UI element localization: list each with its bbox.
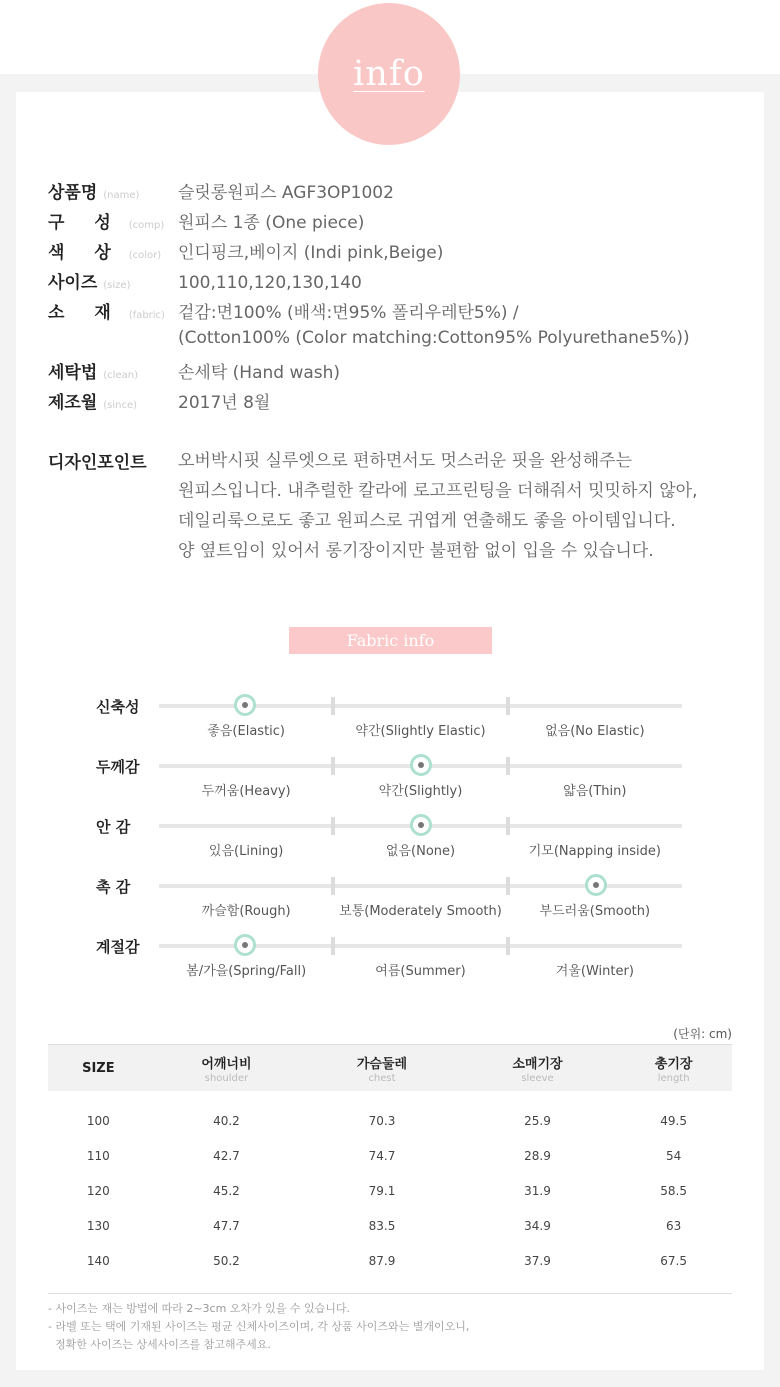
spec-key-en: (color) <box>128 250 162 261</box>
size-table-cell: 50.2 <box>213 1253 240 1268</box>
size-table-header-en: chest <box>368 1072 396 1084</box>
spec-key <box>48 178 178 203</box>
fabric-info-title: Fabric info <box>289 627 492 654</box>
size-table-cell: 70.3 <box>368 1113 396 1128</box>
size-table-cell: 34.9 <box>524 1218 551 1233</box>
spec-value: 손세탁 (Hand wash) <box>178 363 341 383</box>
fabric-scale-tick <box>506 817 510 835</box>
size-table-cell: 87.9 <box>368 1253 396 1268</box>
fabric-option: 보통(Moderately Smooth) <box>339 904 502 919</box>
size-table-cell: 110 <box>86 1148 110 1163</box>
size-table-body <box>48 1091 732 1278</box>
spec-key-ko: 세탁법 <box>48 363 98 383</box>
fabric-scale-line <box>159 764 682 768</box>
size-table-row <box>48 1091 732 1138</box>
size-table-cell: 31.9 <box>524 1183 551 1198</box>
size-table-cell: 130 <box>86 1218 110 1233</box>
fabric-row <box>0 698 780 764</box>
info-badge-text: info <box>353 54 425 94</box>
size-table-cell: 79.1 <box>368 1183 396 1198</box>
spec-key-en: (fabric) <box>128 310 165 321</box>
fabric-option: 기모(Napping inside) <box>528 844 661 859</box>
fabric-row <box>0 878 780 944</box>
size-table-cell: 49.5 <box>660 1113 687 1128</box>
fabric-scale-line <box>159 824 682 828</box>
fabric-option: 까슬함(Rough) <box>201 904 291 919</box>
size-table-header-cell: 총기장 length <box>615 1045 732 1092</box>
fabric-option: 좋음(Elastic) <box>207 724 285 739</box>
design-point-line: 데일리룩으로도 좋고 원피스로 귀엽게 연출해도 좋을 아이템입니다. <box>178 511 676 531</box>
fabric-scale-tick <box>331 757 335 775</box>
fabric-option: 없음(No Elastic) <box>545 724 645 739</box>
spec-row <box>48 178 748 208</box>
spec-key-ko: 구 성 <box>48 213 123 233</box>
spec-value: (Cotton100% (Color matching:Cotton95% Polyurethane5%)) <box>178 328 690 348</box>
spec-key-en: (name) <box>103 190 140 201</box>
spec-value: 겉감:면100% (배색:면95% 폴리우레탄5%) / <box>178 303 519 323</box>
fabric-option: 봄/가을(Spring/Fall) <box>186 964 307 979</box>
size-unit: (단위: cm) <box>673 1027 732 1041</box>
size-table-cell: 67.5 <box>660 1253 687 1268</box>
spec-row <box>48 358 748 388</box>
spec-key <box>48 388 178 413</box>
spec-row <box>48 208 748 238</box>
size-table-cell: 37.9 <box>524 1253 551 1268</box>
fabric-scale-tick <box>506 697 510 715</box>
design-point-line: 원피스입니다. 내추럴한 칼라에 로고프린팅을 더해줘서 밋밋하지 않아, <box>178 481 698 501</box>
fabric-option: 약간(Slightly) <box>378 784 463 799</box>
size-table-cell: 45.2 <box>213 1183 240 1198</box>
design-point-label: 디자인포인트 <box>48 453 147 473</box>
size-table-cell: 58.5 <box>660 1183 687 1198</box>
size-table-header-cell: 가슴둘레 chest <box>304 1045 460 1092</box>
size-table-cell: 25.9 <box>524 1113 551 1128</box>
size-table-cell: 28.9 <box>524 1148 551 1163</box>
fabric-scale-tick <box>331 817 335 835</box>
fabric-row-label: 촉 감 <box>96 878 131 896</box>
spec-key-en: (clean) <box>103 370 138 381</box>
spec-row <box>48 388 748 418</box>
spec-value: 인디핑크,베이지 (Indi pink,Beige) <box>178 243 444 263</box>
fabric-selected-knob <box>234 934 256 956</box>
spec-row <box>48 268 748 298</box>
size-note: - 사이즈는 재는 방법에 따라 2~3cm 오차가 있을 수 있습니다. <box>48 1302 351 1315</box>
spec-key-ko: 색 상 <box>48 243 123 263</box>
spec-key <box>48 208 178 233</box>
size-table-cell: 74.7 <box>368 1148 396 1163</box>
spec-key <box>48 358 178 383</box>
fabric-row <box>0 938 780 1004</box>
spec-key-ko: 제조월 <box>48 393 98 413</box>
design-point <box>48 448 748 568</box>
size-table-cell: 120 <box>86 1183 110 1198</box>
size-table-header-en: sleeve <box>521 1072 554 1084</box>
size-table-header <box>48 1045 732 1092</box>
spec-key-ko: 사이즈 <box>48 273 98 293</box>
size-table-cell: 140 <box>86 1253 110 1268</box>
fabric-scale-line <box>159 884 682 888</box>
spec-list <box>48 178 748 418</box>
fabric-scale-tick <box>506 757 510 775</box>
spec-key-en: (since) <box>103 400 138 411</box>
fabric-option: 여름(Summer) <box>375 964 466 979</box>
size-table <box>48 1044 732 1278</box>
fabric-row-label: 계절감 <box>96 938 140 956</box>
fabric-row <box>0 758 780 824</box>
spec-key <box>48 268 178 293</box>
size-table-cell: 47.7 <box>213 1218 240 1233</box>
spec-key-ko: 상품명 <box>48 183 98 203</box>
size-note: 정확한 사이즈는 상세사이즈를 참고해주세요. <box>48 1338 271 1351</box>
size-table-cell: 40.2 <box>213 1113 240 1128</box>
fabric-option: 겨울(Winter) <box>555 964 634 979</box>
spec-value: 100,110,120,130,140 <box>178 273 362 293</box>
fabric-option: 없음(None) <box>385 844 456 859</box>
fabric-selected-knob <box>410 754 432 776</box>
fabric-row-label: 안 감 <box>96 818 131 836</box>
fabric-scale-tick <box>506 937 510 955</box>
size-table-cell: 100 <box>86 1113 110 1128</box>
spec-key-en: (size) <box>103 280 131 291</box>
size-table-header-en: length <box>657 1072 690 1084</box>
spec-value: 2017년 8월 <box>178 393 271 413</box>
fabric-scale-line <box>159 704 682 708</box>
fabric-selected-knob <box>410 814 432 836</box>
design-point-text <box>178 448 697 568</box>
fabric-scale-tick <box>331 877 335 895</box>
spec-row <box>48 298 748 328</box>
size-table-cell: 63 <box>665 1218 682 1233</box>
spec-value: 슬릿롱원피스 AGF3OP1002 <box>178 183 394 203</box>
size-table-cell: 54 <box>665 1148 682 1163</box>
fabric-row-label: 두께감 <box>96 758 140 776</box>
fabric-scale-tick <box>331 937 335 955</box>
size-table-cell: 42.7 <box>213 1148 240 1163</box>
fabric-selected-knob <box>585 874 607 896</box>
design-point-line: 오버박시핏 실루엣으로 편하면서도 멋스러운 핏을 완성해주는 <box>178 451 632 471</box>
size-table-header-cell: 소매기장 sleeve <box>460 1045 616 1092</box>
fabric-row-label: 신축성 <box>96 698 140 716</box>
fabric-selected-knob <box>234 694 256 716</box>
size-notes <box>48 1293 732 1354</box>
size-table-cell: 83.5 <box>368 1218 396 1233</box>
spec-key-en: (comp) <box>128 220 165 231</box>
design-point-line: 양 옆트임이 있어서 롱기장이지만 불편함 없이 입을 수 있습니다. <box>178 541 654 561</box>
spec-key-ko: 소 재 <box>48 303 123 323</box>
fabric-scale-tick <box>506 877 510 895</box>
info-badge <box>318 3 460 145</box>
fabric-scale-line <box>159 944 682 948</box>
size-table-row <box>48 1138 732 1173</box>
spec-row <box>48 238 748 268</box>
size-table-row <box>48 1208 732 1243</box>
spec-value: 원피스 1종 (One piece) <box>178 213 365 233</box>
fabric-row <box>0 818 780 884</box>
size-table-header-cell: SIZE <box>82 1060 115 1076</box>
spec-key <box>48 238 178 263</box>
spec-row <box>48 328 748 358</box>
size-table-row <box>48 1173 732 1208</box>
spec-key <box>48 298 178 323</box>
size-table-row <box>48 1243 732 1278</box>
fabric-scale-tick <box>331 697 335 715</box>
fabric-option: 두꺼움(Heavy) <box>201 784 291 799</box>
fabric-option: 부드러움(Smooth) <box>539 904 651 919</box>
fabric-option: 약간(Slightly Elastic) <box>355 724 486 739</box>
fabric-option: 얇음(Thin) <box>563 784 627 799</box>
size-table-header-cell: 어깨너비 shoulder <box>149 1045 305 1092</box>
fabric-option: 있음(Lining) <box>208 844 284 859</box>
size-note: - 라벨 또는 택에 기재된 사이즈는 평균 신체사이즈이며, 각 상품 사이즈와는 별개이오니, <box>48 1320 470 1333</box>
size-table-header-en: shoulder <box>204 1072 249 1084</box>
